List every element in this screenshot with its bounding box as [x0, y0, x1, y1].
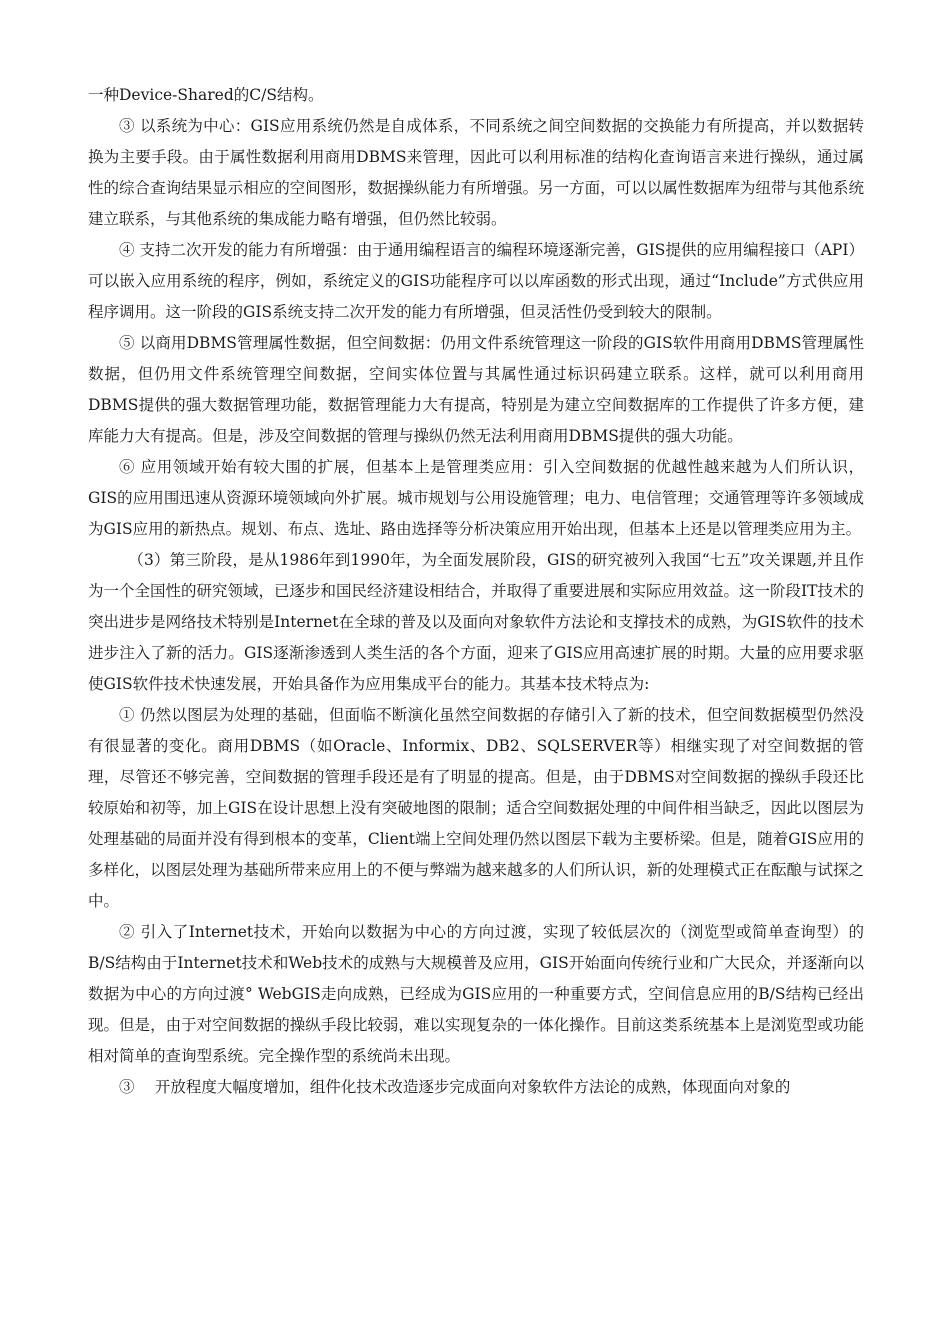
paragraph-stage-3: （3）第三阶段，是从1986年到1990年，为全面发展阶段，GIS的研究被列入我国“七五”攻关课题,并且作为一个全国性的研究领域，已逐步和国民经济建设相结合，并取得了重要进展和实际应用效益。这一阶段IT技术的突出进步是网络技术特别是Internet在全球的普及以及面向对象软件方法论和支撑技术的成熟，为GIS软件的技术进步注入了新的活力。GIS逐渐渗透到人类生活的各个方面，迎来了GIS应用高速扩展的时期。大量的应用要求驱使GIS软件技术快速发展，开始具备作为应用集成平台的能力。其基本技术特点为: — [88, 551, 864, 693]
paragraph-stage3-item-1-layers: ① 仍然以图层为处理的基础，但面临不断演化虽然空间数据的存储引入了新的技术，但空间数据模型仍然没有很显著的变化。商用DBMS（如Oracle、Informix、DB2、SQLSERVER等）相继实现了对空间数据的管理，尽管还不够完善，空间数据的管理手段还是有了明显的提高。但是，由于DBMS对空间数据的操纵手段还比较原始和初等，加上GIS在设计思想上没有突破地图的限制；适合空间数据处理的中间件相当缺乏，因此以图层为处理基础的局面并没有得到根本的变革，Client端上空间处理仍然以图层下载为主要桥梁。但是，随着GIS应用的多样化，以图层处理为基础所带来应用上的不便与弊端为越来越多的人们所认识，新的处理模式正在酝酿与试探之中。 — [88, 706, 864, 910]
paragraph-item-6-application-domains: ⑥ 应用领域开始有较大围的扩展，但基本上是管理类应用：引入空间数据的优越性越来越为人们所认识，GIS的应用围迅速从资源环境领域向外扩展。城市规划与公用设施管理；电力、电信管理；交通管理等许多领域成为GIS应用的新热点。规划、布点、选址、路由选择等分析决策应用开始出现，但基本上还是以管理类应用为主。 — [88, 458, 864, 538]
paragraph-stage3-item-2-internet: ② 引入了Internet技术，开始向以数据为中心的方向过渡，实现了较低层次的（浏览型或简单查询型）的B/S结构由于Internet技术和Web技术的成熟与大规模普及应用，GIS开始面向传统行业和广大民众，并逐渐向以数据为中心的方向过渡° WebGIS走向成熟，已经成为GIS应用的一种重要方式，空间信息应用的B/S结构已经出现。但是，由于对空间数据的操纵手段比较弱，难以实现复杂的一体化操作。目前这类系统基本上是浏览型或功能相对简单的查询型系统。完全操作型的系统尚未出现。 — [88, 923, 864, 1065]
document-body — [88, 80, 864, 1103]
paragraph-cs-structure: 一种Device-Shared的C/S结构。 — [88, 86, 324, 104]
paragraph-item-5-dbms-attributes: ⑤ 以商用DBMS管理属性数据，但空间数据：仍用文件系统管理这一阶段的GIS软件用商用DBMS管理属性数据，但仍用文件系统管理空间数据，空间实体位置与其属性通过标识码建立联系。这样，就可以利用商用DBMS提供的强大数据管理功能，数据管理能力大有提高，特别是为建立空间数据库的工作提供了许多方便，建库能力大有提高。但是，涉及空间数据的管理与操纵仍然无法利用商用DBMS提供的强大功能。 — [88, 334, 864, 445]
paragraph-item-3-system-centric: ③ 以系统为中心：GIS应用系统仍然是自成体系，不同系统之间空间数据的交换能力有所提高，并以数据转换为主要手段。由于属性数据利用商用DBMS来管理，因此可以利用标准的结构化查询语言来进行操纵，通过属性的综合查询结果显示相应的空间图形，数据操纵能力有所增强。另一方面，可以以属性数据库为纽带与其他系统建立联系，与其他系统的集成能力略有增强，但仍然比较弱。 — [88, 117, 864, 228]
paragraph-stage3-item-3-openness: ③ 开放程度大幅度增加，组件化技术改造逐步完成面向对象软件方法论的成熟，体现面向对象的 — [119, 1078, 791, 1096]
paragraph-item-4-secondary-development: ④ 支持二次开发的能力有所增强：由于通用编程语言的编程环境逐渐完善，GIS提供的应用编程接口（API）可以嵌入应用系统的程序，例如，系统定义的GIS功能程序可以以库函数的形式出现，通过“Include”方式供应用程序调用。这一阶段的GIS系统支持二次开发的能力有所增强，但灵活性仍受到较大的限制。 — [88, 241, 864, 321]
